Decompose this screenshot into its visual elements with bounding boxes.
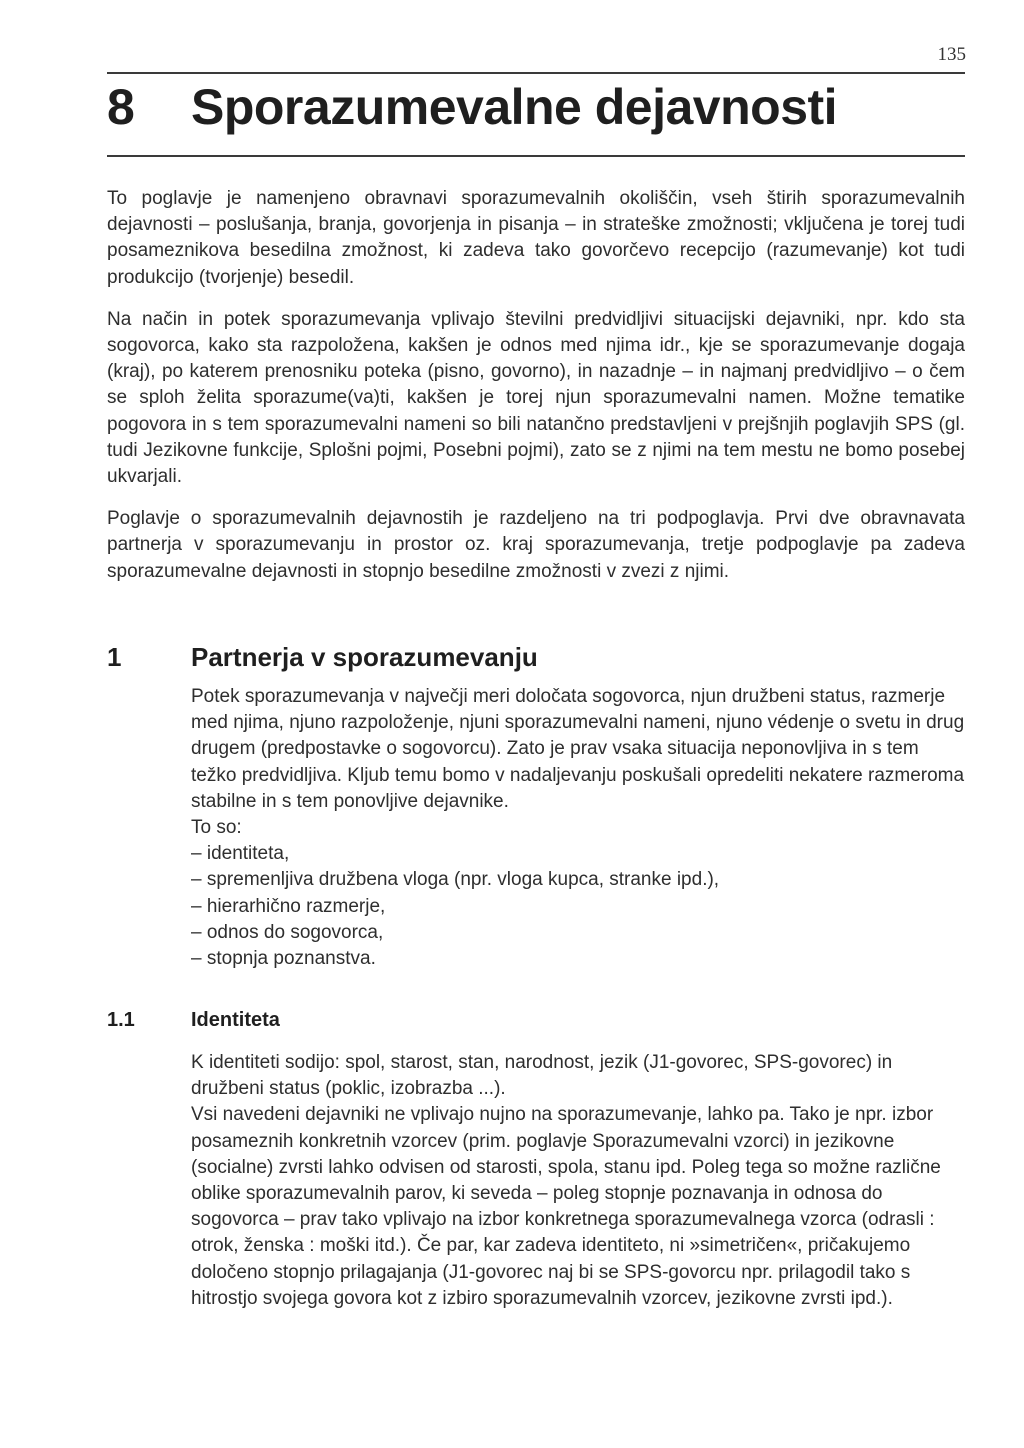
subsection-title: Identiteta <box>191 1009 280 1031</box>
list-item: – identiteta, <box>191 841 965 867</box>
section-heading <box>107 640 965 674</box>
factor-list <box>191 841 965 972</box>
intro-paragraph-2: Na način in potek sporazumevanja vplivajo številni predvidljivi situacijski dejavniki, npr. kdo sta sogovorca, kako sta razpoložena, kakšen je odnos med njima idr., kje se sporazumevanje dogaja (kraj), po katerem prenosniku poteka (pisno, govorno), in nazadnje – in najmanj predvidljivo – o čem se sploh želita sporazume(va)ti, kakšen je torej njun sporazumevalni namen. Možne tematike pogovora in s tem sporazumevalni nameni so bili natančno predstavljeni v prejšnjih poglavjih SPS (gl. tudi Jezikovne funkcije, Splošni pojmi, Posebni pojmi), zato se z njimi na tem mestu ne bomo posebej ukvarjali. <box>107 308 965 488</box>
list-item: – stopnja poznanstva. <box>191 946 965 972</box>
chapter-number: 8 <box>107 79 135 135</box>
section-body <box>191 684 965 972</box>
header-rule-top <box>107 72 965 74</box>
header-rule-bottom <box>107 155 965 157</box>
chapter-title-text: Sporazumevalne dejavnosti <box>191 79 838 135</box>
page-number: 135 <box>937 44 966 65</box>
subsection-paragraph-1: K identiteti sodijo: spol, starost, stan, narodnost, jezik (J1-govorec, SPS-govorec) in družbeni status (poklic, izobrazba ...). <box>191 1052 893 1100</box>
list-item: – odnos do sogovorca, <box>191 920 965 946</box>
subsection-heading <box>107 1006 965 1034</box>
subsection-number: 1.1 <box>107 1009 135 1031</box>
subsection-paragraph-2: Vsi navedeni dejavniki ne vplivajo nujno na sporazumevanje, lahko pa. Tako je npr. izbor posameznih konkretnih vzorcev (prim. poglavje Sporazumevalni vzorci) in jezikovne (socialne) zvrsti lahko odvisen od starosti, spola, stanu ipd. Poleg tega so možne različne oblike sporazumevalnih parov, ki seveda – poleg stopnje poznavanja in odnosa do sogovorca – prav tako vplivajo na izbor konkretnega sporazumevalnega vzorca (odrasli : otrok, ženska : moški itd.). Če par, kar zadeva identiteto, ni »simetričen«, pričakujemo določeno stopnjo prilagajanja (J1-govorec naj bi se SPS-govorcu npr. prilagodil tako s hitrostjo svojega govora kot z izbiro sporazumevalnih vzorcev, jezikovne zvrsti ipd.). <box>191 1104 941 1309</box>
intro-paragraph-1: To poglavje je namenjeno obravnavi sporazumevalnih okoliščin, vseh štirih sporazumevalnih dejavnosti – poslušanja, branja, govorjenja in pisanja – in strateške zmožnosti; vključena je torej tudi posameznikova besedilna zmožnost, ki zadeva tako govorčevo recepcijo (razumevanje) kot tudi produkcijo (tvorjenje) besedil. <box>107 188 965 288</box>
subsection-body <box>191 1050 965 1312</box>
subsection-identiteta <box>107 1006 965 1312</box>
list-intro: To so: <box>191 817 242 839</box>
intro-paragraph-3: Poglavje o sporazumevalnih dejavnostih je razdeljeno na tri podpoglavja. Prvi dve obravnavata partnerja v sporazumevanju in prostor oz. kraj sporazumevanja, tretje podpoglavje pa zadeva sporazumevalne dejavnosti in stopnjo besedilne zmožnosti v zvezi z njimi. <box>107 508 965 582</box>
section-title: Partnerja v sporazumevanju <box>191 642 538 672</box>
chapter-title <box>107 78 837 136</box>
section-paragraph: Potek sporazumevanja v največji meri določata sogovorca, njun družbeni status, razmerje med njima, njuno razpoloženje, njuni sporazumevalni nameni, njuno védenje o svetu in drug drugem (predpostavke o sogovorcu). Zato je prav vsaka situacija neponovljiva in s tem težko predvidljiva. Kljub temu bomo v nadaljevanju poskušali opredeliti nekatere razmeroma stabilne in s tem ponovljive dejavnike. <box>191 686 965 812</box>
section-partnerja <box>107 640 965 972</box>
list-item: – hierarhično razmerje, <box>191 894 965 920</box>
section-number: 1 <box>107 642 122 672</box>
list-item: – spremenljiva družbena vloga (npr. vloga kupca, stranke ipd.), <box>191 867 965 893</box>
intro-text <box>107 186 965 601</box>
